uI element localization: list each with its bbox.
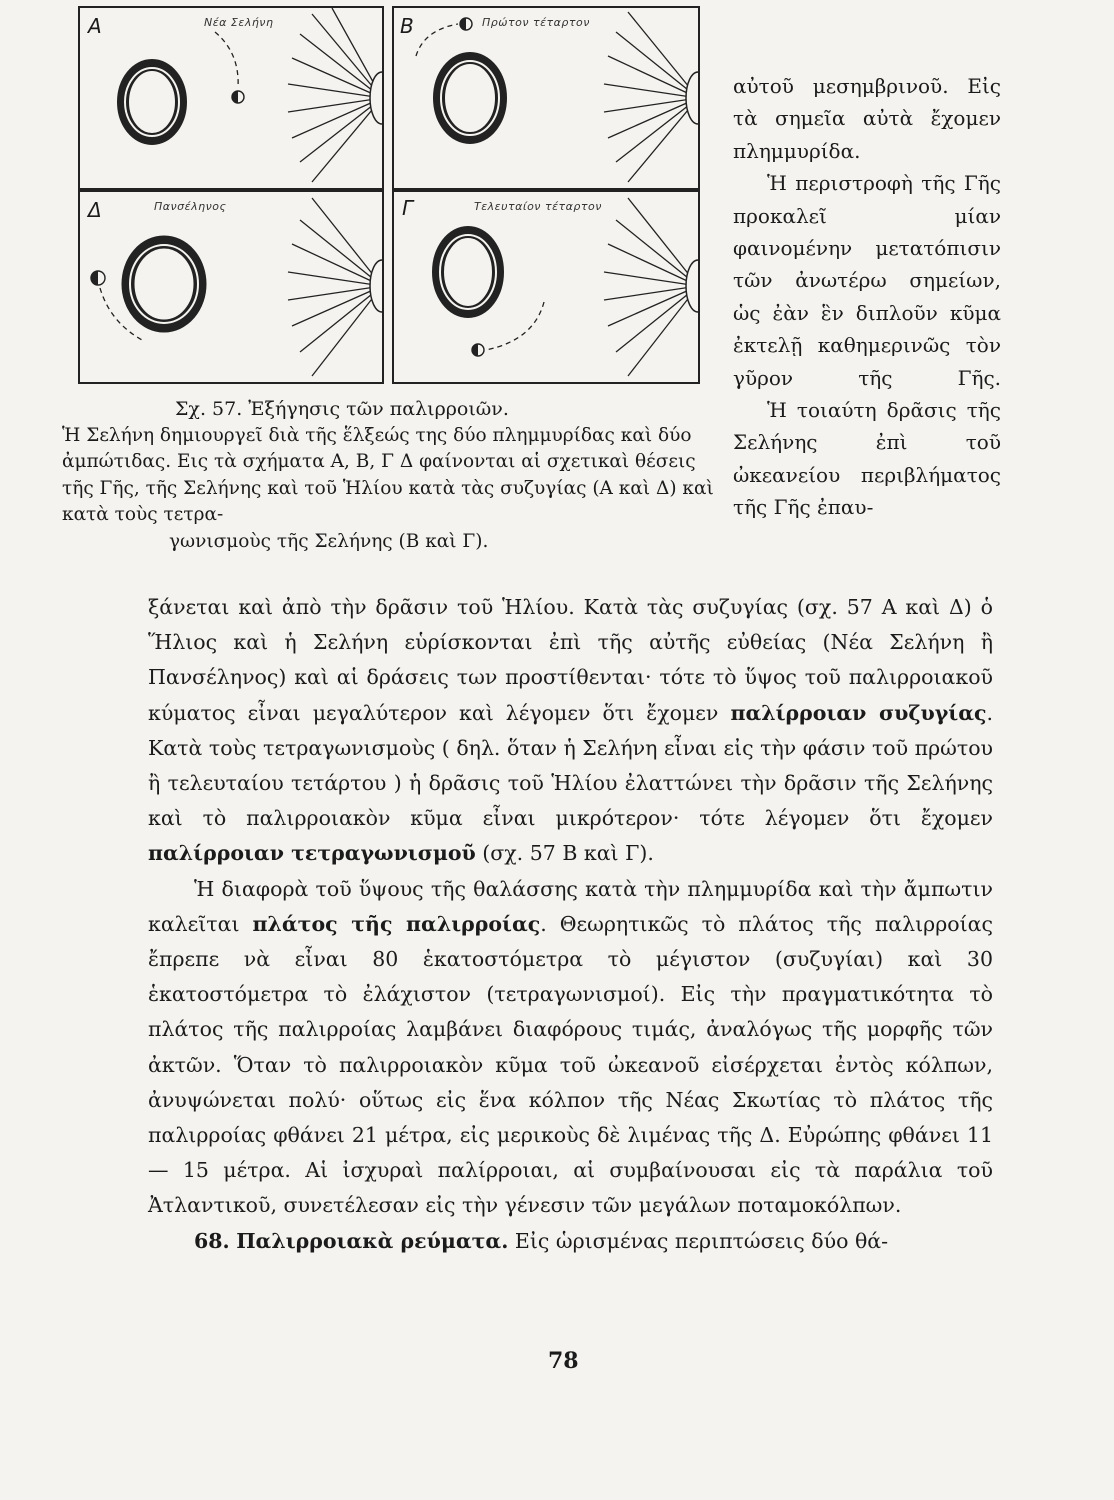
body-paragraph-1 bbox=[148, 590, 993, 872]
panel-letter: B bbox=[400, 14, 414, 38]
panel-letter: Δ bbox=[88, 198, 102, 222]
side-column bbox=[733, 70, 1001, 524]
panel-caption: Νέα Σελήνη bbox=[204, 16, 274, 29]
panel-last-quarter bbox=[392, 190, 700, 384]
term-tidal-range: πλάτος τῆς παλιρροίας bbox=[252, 911, 541, 936]
side-paragraph-3: Ἡ τοιαύτη δρᾶσις τῆς Σελήνης ἐπὶ τοῦ ὠκεανείου περιβλήματος τῆς Γῆς ἐπαυ- bbox=[733, 398, 1001, 520]
sun-rays bbox=[288, 8, 382, 182]
section-number: 68. bbox=[194, 1228, 230, 1253]
side-paragraph-2: Ἡ περιστροφὴ τῆς Γῆς προκαλεῖ μίαν φαινομένην μετατόπισιν τῶν ἀνωτέρω σημείων, ὡς ἐὰν ἓν διπλοῦν κῦμα ἐκτελῇ καθημερινῶς τὸν γῦρον τῆς Γῆς. bbox=[733, 171, 1001, 390]
full-moon-diagram bbox=[80, 192, 382, 382]
body-text: . Κατὰ τοὺς τετραγωνισμοὺς ( δηλ. ὅταν ἡ Σελήνη εἶναι εἰς τὴν φάσιν τοῦ πρώτου ἢ τελευταίου τετάρτου ) ἡ δρᾶσις τοῦ Ἡλίου ἐλαττώνει τὴν δρᾶσιν τῆς Σελήνης καὶ τὸ παλιρροιακὸν κῦμα εἶναι μικρότερον· τότε λέγομεν ὅτι ἔχομεν bbox=[148, 700, 993, 831]
body-text: (σχ. 57 Β καὶ Γ). bbox=[475, 841, 654, 866]
figure-caption-title: Σχ. 57. Ἐξήγησις τῶν παλιρροιῶν. bbox=[175, 398, 509, 420]
panel-new-moon bbox=[78, 6, 384, 190]
side-paragraph-1: αὐτοῦ μεσημβρινοῦ. Εἰς τὰ σημεῖα αὐτὰ ἔχομεν πλημμυρίδα. bbox=[733, 74, 1001, 163]
panel-first-quarter bbox=[392, 6, 700, 190]
body-text: ξάνεται καὶ ἀπὸ τὴν δρᾶσιν τοῦ Ἡλίου. Κατὰ τὰς συζυγίας (σχ. 57 Α καὶ Δ) ὁ Ἥλιος καὶ ἡ Σελήνη εὑρίσκονται ἐπὶ τῆς αὐτῆς εὐθείας (Νέα Σελήνη ἢ Πανσέληνος) καὶ αἱ δράσεις των προστίθενται· τότε τὸ ὕψος τοῦ παλιρροιακοῦ κύματος εἶναι μεγαλύτερον καὶ λέγομεν ὅτι ἔχομεν bbox=[148, 595, 993, 725]
panel-caption: Τελευταίον τέταρτον bbox=[474, 200, 602, 213]
first-quarter-diagram bbox=[394, 8, 698, 188]
page-number: 78 bbox=[548, 1348, 579, 1374]
figure-caption-body: Ἡ Σελήνη δημιουργεῖ διὰ τῆς ἕλξεώς της δύο πλημμυρίδας καὶ δύο ἀμπώτιδας. Εις τὰ σχήματα Α, Β, Γ Δ φαίνονται αἱ σχετικαὶ θέσεις τῆς Γῆς, τῆς Σελήνης καὶ τοῦ Ἡλίου κατὰ τὰς συζυγίας (Α καὶ Δ) καὶ κατὰ τοὺς τετρα- bbox=[62, 424, 714, 525]
panel-caption: Πανσέληνος bbox=[154, 200, 227, 213]
tide-figure bbox=[78, 6, 700, 388]
panel-caption: Πρώτον τέταρτον bbox=[482, 16, 590, 29]
section-68 bbox=[148, 1224, 993, 1259]
section-text: Εἰς ὡρισμένας περιπτώσεις δύο θά- bbox=[508, 1228, 889, 1253]
body-text: Ἡ διαφορὰ τοῦ ὕψους τῆς θαλάσσης κατὰ τὴν πλημμυρίδα καὶ τὴν ἄμπωτιν καλεῖται bbox=[148, 876, 993, 936]
term-spring-tide: παλίρροιαν συζυγίας bbox=[730, 700, 987, 725]
body-paragraph-2 bbox=[148, 872, 993, 1224]
term-neap-tide: παλίρροιαν τετραγωνισμοῦ bbox=[148, 841, 476, 866]
last-quarter-diagram bbox=[394, 192, 698, 382]
panel-letter: A bbox=[88, 14, 102, 38]
section-title: Παλιρροιακὰ ρεύματα. bbox=[236, 1228, 509, 1253]
panel-letter: Γ bbox=[402, 196, 414, 220]
panel-full-moon bbox=[78, 190, 384, 384]
body-text: . Θεωρητικῶς τὸ πλάτος τῆς παλιρροίας ἔπρεπε νὰ εἶναι 80 ἑκατοστόμετρα τὸ μέγιστον (συζυγίαι) καὶ 30 ἑκατοστόμετρα τὸ ἐλάχιστον (τετραγωνισμοί). Εἰς τὴν πραγματικότητα τὸ πλάτος τῆς παλιρροίας λαμβάνει διαφόρους τιμάς, ἀναλόγως τῆς μορφῆς τῶν ἀκτῶν. Ὅταν τὸ παλιρροιακὸν κῦμα τοῦ ὠκεανοῦ εἰσέρχεται ἐντὸς κόλπων, ἀνυψώνεται πολύ· οὕτως εἰς ἕνα κόλπον τῆς Νέας Σκωτίας τὸ πλάτος τῆς παλιρροίας φθάνει 21 μέτρα, εἰς μερικοὺς δὲ λιμένας τῆς Δ. Εὐρώπης φθάνει 11 — 15 μέτρα. Αἱ ἰσχυραὶ παλίρροιαι, αἱ συμβαίνουσαι εἰς τὰ παράλια τοῦ Ἀτλαντικοῦ, συνετέλεσαν εἰς τὴν γένεσιν τῶν μεγάλων ποταμοκόλπων. bbox=[148, 911, 993, 1218]
figure-caption bbox=[62, 396, 722, 555]
new-moon-diagram bbox=[80, 8, 382, 188]
main-text bbox=[148, 590, 993, 1259]
figure-caption-end: γωνισμοὺς τῆς Σελήνης (Β καὶ Γ). bbox=[169, 530, 489, 552]
